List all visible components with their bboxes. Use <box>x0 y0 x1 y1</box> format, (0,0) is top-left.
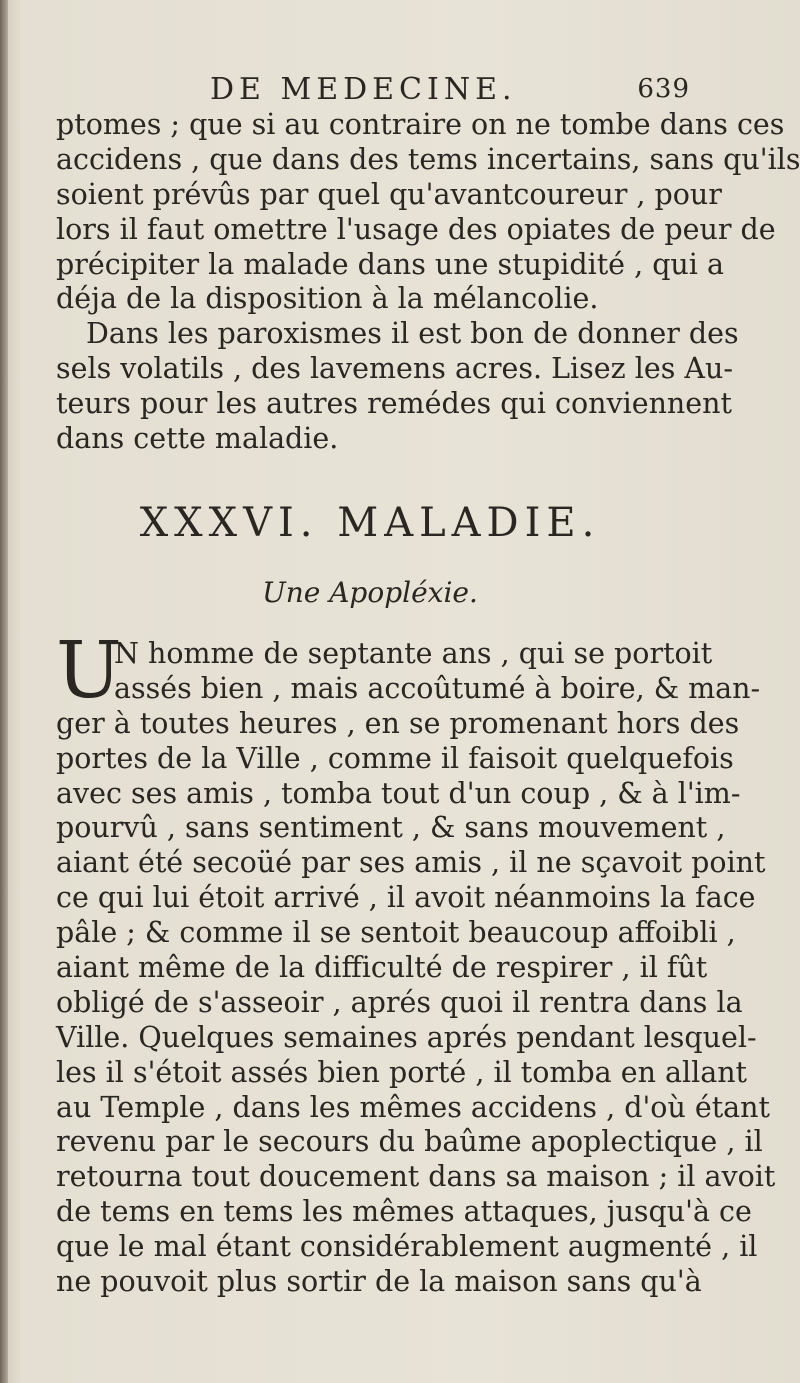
text-line: teurs pour les autres remédes qui conviennent <box>56 387 732 421</box>
text-line: les il s'étoit assés bien porté , il tomba en allant <box>56 1055 747 1089</box>
text-line: avec ses amis , tomba tout d'un coup , & à l'im- <box>56 776 741 810</box>
text-line: ne pouvoit plus sortir de la maison sans qu'à <box>56 1265 702 1299</box>
text-line: aiant été secoüé par ses amis , il ne sçavoit point <box>56 846 766 880</box>
text-block-top <box>56 108 800 457</box>
drop-cap: U <box>56 626 122 716</box>
text-line: Dans les paroxismes il est bon de donner des <box>86 317 739 351</box>
chapter-subtitle: Une Apopléxie. <box>262 576 478 609</box>
running-title: DE MEDECINE. <box>210 72 517 107</box>
text-line: ce qui lui étoit arrivé , il avoit néanmoins la face <box>56 881 756 915</box>
text-line: portes de la Ville , comme il faisoit quelquefois <box>56 741 734 775</box>
page-spine-edge <box>0 0 8 1383</box>
text-line: obligé de s'asseoir , aprés quoi il rentra dans la <box>56 985 743 1019</box>
text-line: soient prévûs par quel qu'avantcoureur , pour <box>56 177 722 211</box>
text-line: lors il faut omettre l'usage des opiates de peur de <box>56 212 776 246</box>
text-line: sels volatils , des lavemens acres. Lisez les Au- <box>56 352 733 386</box>
text-line: déja de la disposition à la mélancolie. <box>56 282 599 316</box>
text-block-main <box>56 626 776 1300</box>
text-line: Ville. Quelques semaines aprés pendant lesquel- <box>56 1020 757 1054</box>
text-line: accidens , que dans des tems incertains, sans qu'ils <box>56 142 800 176</box>
text-line: pourvû , sans sentiment , & sans mouvement , <box>56 811 726 845</box>
text-line: au Temple , dans les mêmes accidens , d'où étant <box>56 1090 770 1124</box>
text-line: ptomes ; que si au contraire on ne tombe dans ces <box>56 108 785 141</box>
page-number: 639 <box>637 74 690 104</box>
text-line: assés bien , mais accoûtumé à boire, & man- <box>114 671 761 705</box>
text-line: que le mal étant considérablement augmenté , il <box>56 1230 758 1264</box>
chapter-heading: XXXVI. MALADIE. <box>139 500 601 546</box>
text-line: de tems en tems les mêmes attaques, jusqu'à ce <box>56 1195 752 1229</box>
text-line: ger à toutes heures , en se promenant hors des <box>56 706 740 740</box>
text-line: précipiter la malade dans une stupidité , qui a <box>56 247 724 281</box>
text-line: pâle ; & comme il se sentoit beaucoup affoibli , <box>56 916 736 950</box>
text-line: dans cette maladie. <box>56 422 339 456</box>
text-line: retourna tout doucement dans sa maison ; il avoit <box>56 1160 776 1194</box>
text-line: aiant même de la difficulté de respirer , il fût <box>56 951 708 985</box>
text-line: N homme de septante ans , qui se portoit <box>114 637 713 670</box>
text-line: revenu par le secours du baûme apoplectique , il <box>56 1125 763 1159</box>
